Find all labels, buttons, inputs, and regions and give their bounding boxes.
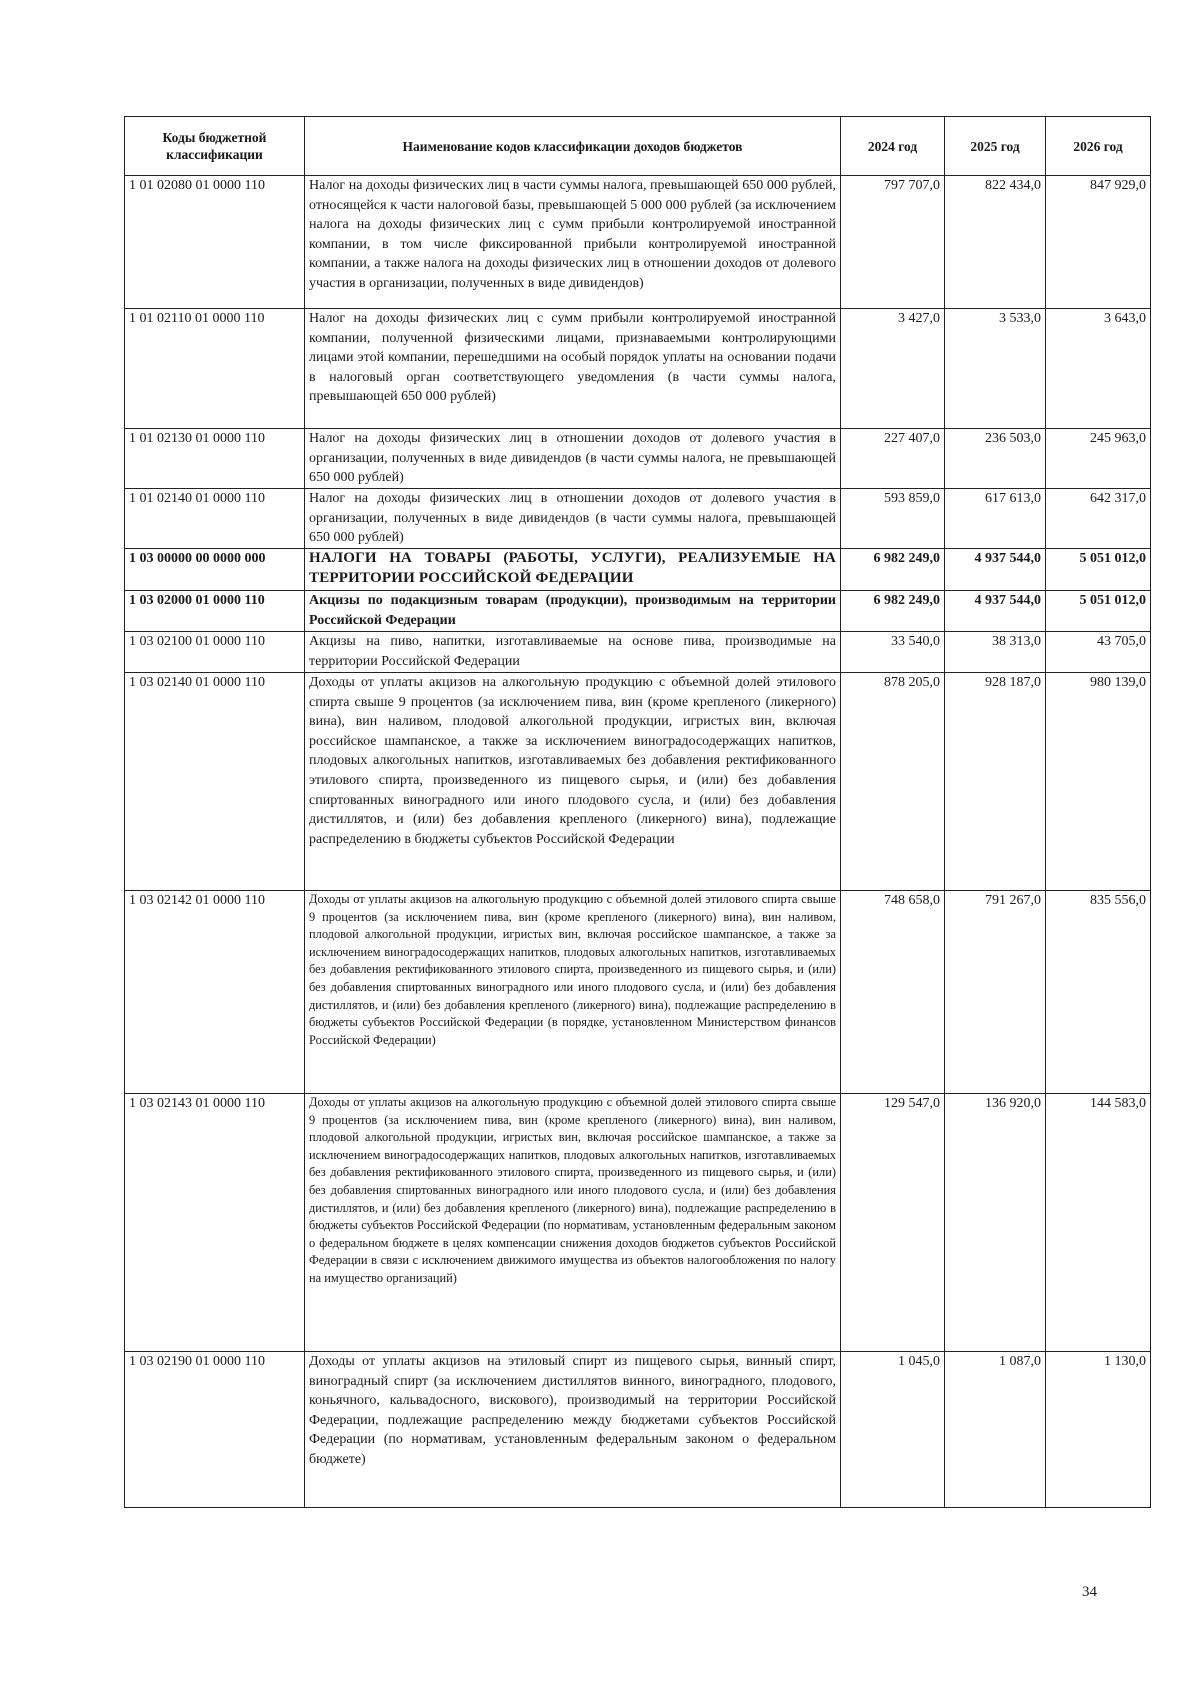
row-value-2025: 136 920,0 <box>945 1094 1046 1352</box>
row-value-2025: 617 613,0 <box>945 489 1046 549</box>
row-value-2025: 38 313,0 <box>945 632 1046 673</box>
header-name: Наименование кодов классификации доходов бюджетов <box>305 117 841 176</box>
row-value-2024: 748 658,0 <box>841 891 945 1094</box>
row-name: Налог на доходы физических лиц с сумм прибыли контролируемой иностранной компании, полученной физическими лицами, признаваемыми контролирующими лицами этой компании, перешедшими на особый порядок уплаты на основании подачи в налоговый орган соответствующего уведомления (в части суммы налога, превышающей 650 000 рублей) <box>305 309 841 429</box>
row-value-2024: 1 045,0 <box>841 1352 945 1508</box>
row-name: Налог на доходы физических лиц в отношении доходов от долевого участия в организации, полученных в виде дивидендов (в части суммы налога, превышающей 650 000 рублей) <box>305 489 841 549</box>
row-code: 1 03 02142 01 0000 110 <box>125 891 305 1094</box>
table-row <box>125 1094 1151 1352</box>
row-value-2026: 642 317,0 <box>1046 489 1151 549</box>
row-value-2025: 236 503,0 <box>945 429 1046 489</box>
row-value-2024: 129 547,0 <box>841 1094 945 1352</box>
header-2025: 2025 год <box>945 117 1046 176</box>
row-value-2026: 835 556,0 <box>1046 891 1151 1094</box>
row-value-2025: 822 434,0 <box>945 176 1046 309</box>
row-value-2026: 5 051 012,0 <box>1046 591 1151 632</box>
row-code: 1 01 02080 01 0000 110 <box>125 176 305 309</box>
row-value-2026: 43 705,0 <box>1046 632 1151 673</box>
row-value-2025: 4 937 544,0 <box>945 549 1046 591</box>
row-value-2024: 878 205,0 <box>841 673 945 891</box>
row-value-2026: 245 963,0 <box>1046 429 1151 489</box>
table-row <box>125 309 1151 429</box>
row-name: Доходы от уплаты акцизов на алкогольную продукцию с объемной долей этилового спирта свыше 9 процентов (за исключением пива, вин (кроме крепленого (ликерного) вина), вин наливом, плодовой алкогольной продукции, игристых вин, включая российское шампанское, а также за исключением виноградосодержащих напитков, плодовых алкогольных напитков, изготавливаемых без добавления ректификованного этилового спирта, произведенного из пищевого сырья, и (или) без добавления спиртованных виноградного или иного плодового сусла, и (или) без добавления дистиллятов, и (или) без добавления крепленого (ликерного) вина), подлежащие распределению в бюджеты субъектов Российской Федерации (по нормативам, установленным федеральным законом о федеральном бюджете в целях компенсации снижения доходов бюджетов субъектов Российской Федерации в связи с исключением движимого имущества из объектов налогообложения по налогу на имущество организаций) <box>305 1094 841 1352</box>
table-row <box>125 891 1151 1094</box>
row-name: Доходы от уплаты акцизов на алкогольную продукцию с объемной долей этилового спирта свыше 9 процентов (за исключением пива, вин (кроме крепленого (ликерного) вина), вин наливом, плодовой алкогольной продукции, игристых вин, включая российское шампанское, а также за исключением виноградосодержащих напитков, плодовых алкогольных напитков, изготавливаемых без добавления ректификованного этилового спирта, произведенного из пищевого сырья, и (или) без добавления спиртованных виноградного или иного плодового сусла, и (или) без добавления дистиллятов, и (или) без добавления крепленого (ликерного) вина), подлежащие распределению в бюджеты субъектов Российской Федерации <box>305 673 841 891</box>
table-row-section-total <box>125 549 1151 591</box>
row-code: 1 03 02143 01 0000 110 <box>125 1094 305 1352</box>
row-code: 1 01 02110 01 0000 110 <box>125 309 305 429</box>
row-value-2024: 6 982 249,0 <box>841 549 945 591</box>
header-2026: 2026 год <box>1046 117 1151 176</box>
row-value-2025: 928 187,0 <box>945 673 1046 891</box>
table-row <box>125 1352 1151 1508</box>
table-row <box>125 632 1151 673</box>
row-value-2024: 797 707,0 <box>841 176 945 309</box>
row-value-2025: 3 533,0 <box>945 309 1046 429</box>
row-value-2026: 980 139,0 <box>1046 673 1151 891</box>
row-name: Акцизы по подакцизным товарам (продукции), производимым на территории Российской Федерации <box>305 591 841 632</box>
row-code: 1 03 02000 01 0000 110 <box>125 591 305 632</box>
table-header-row <box>125 117 1151 176</box>
row-name: Налог на доходы физических лиц в части суммы налога, превышающей 650 000 рублей, относящейся к части налоговой базы, превышающей 5 000 000 рублей (за исключением налога на доходы физических лиц с сумм прибыли контролируемой иностранной компании, в том числе фиксированной прибыли контролируемой иностранной компании, а также налога на доходы физических лиц в отношении доходов от долевого участия в организации, полученных в виде дивидендов) <box>305 176 841 309</box>
row-value-2026: 5 051 012,0 <box>1046 549 1151 591</box>
table-row <box>125 176 1151 309</box>
row-value-2025: 791 267,0 <box>945 891 1046 1094</box>
row-value-2024: 593 859,0 <box>841 489 945 549</box>
row-code: 1 01 02130 01 0000 110 <box>125 429 305 489</box>
row-code: 1 03 00000 00 0000 000 <box>125 549 305 591</box>
row-name: НАЛОГИ НА ТОВАРЫ (РАБОТЫ, УСЛУГИ), РЕАЛИЗУЕМЫЕ НА ТЕРРИТОРИИ РОССИЙСКОЙ ФЕДЕРАЦИИ <box>305 549 841 591</box>
row-value-2025: 4 937 544,0 <box>945 591 1046 632</box>
table-row-subtotal <box>125 591 1151 632</box>
row-code: 1 03 02140 01 0000 110 <box>125 673 305 891</box>
row-value-2024: 6 982 249,0 <box>841 591 945 632</box>
row-name: Налог на доходы физических лиц в отношении доходов от долевого участия в организации, полученных в виде дивидендов (в части суммы налога, не превышающей 650 000 рублей) <box>305 429 841 489</box>
row-name: Акцизы на пиво, напитки, изготавливаемые на основе пива, производимые на территории Российской Федерации <box>305 632 841 673</box>
row-value-2026: 847 929,0 <box>1046 176 1151 309</box>
revenue-table <box>124 116 1151 1508</box>
row-value-2025: 1 087,0 <box>945 1352 1046 1508</box>
row-code: 1 03 02100 01 0000 110 <box>125 632 305 673</box>
page-number: 34 <box>1082 1584 1097 1600</box>
row-code: 1 01 02140 01 0000 110 <box>125 489 305 549</box>
header-2024: 2024 год <box>841 117 945 176</box>
row-value-2026: 1 130,0 <box>1046 1352 1151 1508</box>
row-value-2026: 144 583,0 <box>1046 1094 1151 1352</box>
table-row <box>125 673 1151 891</box>
row-name: Доходы от уплаты акцизов на алкогольную продукцию с объемной долей этилового спирта свыше 9 процентов (за исключением пива, вин (кроме крепленого (ликерного) вина), вин наливом, плодовой алкогольной продукции, игристых вин, включая российское шампанское, а также за исключением виноградосодержащих напитков, плодовых алкогольных напитков, изготавливаемых без добавления ректификованного этилового спирта, произведенного из пищевого сырья, и (или) без добавления спиртованных виноградного или иного плодового сусла, и (или) без добавления дистиллятов, и (или) без добавления крепленого (ликерного) вина), подлежащие распределению в бюджеты субъектов Российской Федерации (в порядке, установленном Министерством финансов Российской Федерации) <box>305 891 841 1094</box>
row-value-2024: 227 407,0 <box>841 429 945 489</box>
table-row <box>125 429 1151 489</box>
row-value-2026: 3 643,0 <box>1046 309 1151 429</box>
row-code: 1 03 02190 01 0000 110 <box>125 1352 305 1508</box>
row-value-2024: 33 540,0 <box>841 632 945 673</box>
row-name: Доходы от уплаты акцизов на этиловый спирт из пищевого сырья, винный спирт, виноградный спирт (за исключением дистиллятов винного, виноградного, плодового, коньячного, кальвадосного, вискового), производимый на территории Российской Федерации, подлежащие распределению между бюджетами субъектов Российской Федерации (по нормативам, установленным федеральным законом о федеральном бюджете) <box>305 1352 841 1508</box>
header-code: Коды бюджетной классификации <box>125 117 305 176</box>
row-value-2024: 3 427,0 <box>841 309 945 429</box>
table-row <box>125 489 1151 549</box>
